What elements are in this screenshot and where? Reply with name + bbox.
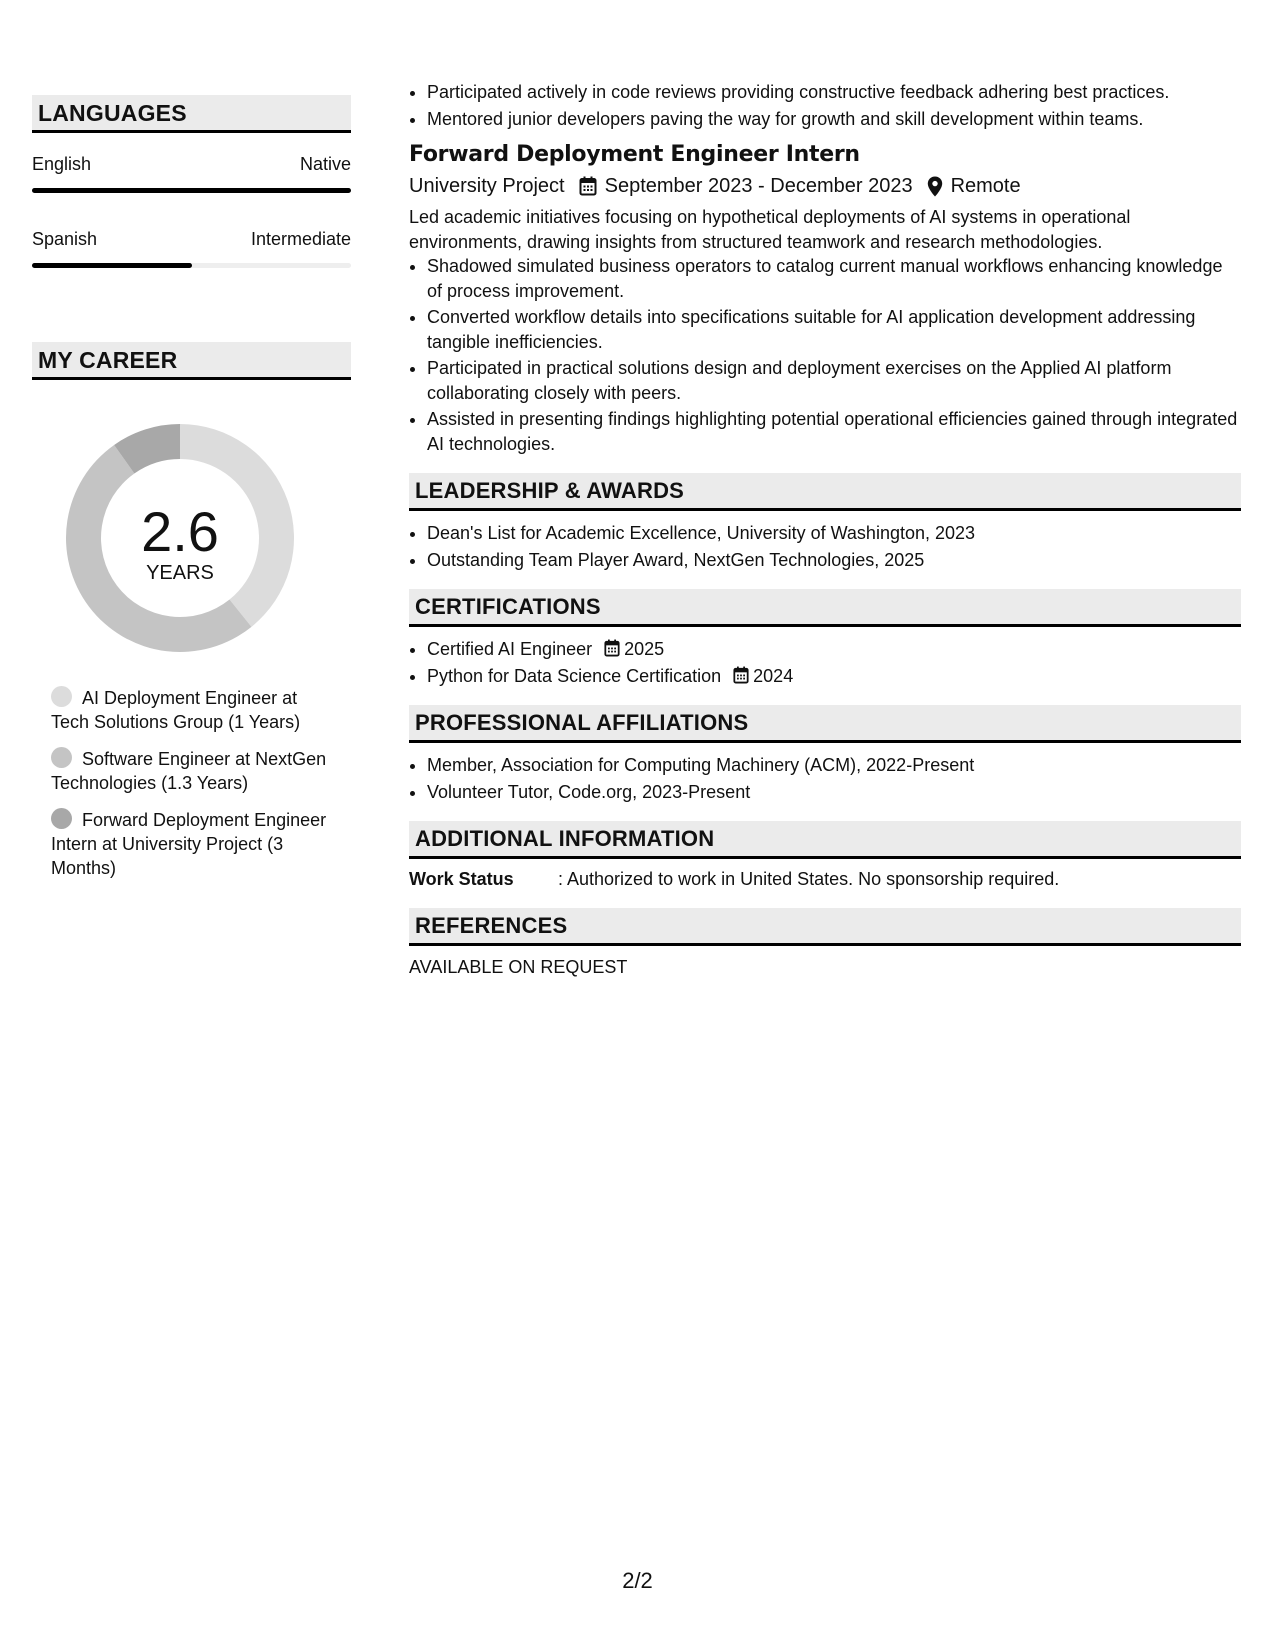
language-level: Native	[299, 154, 351, 174]
list-item: • Outstanding Team Player Award, NextGen Technologies, 2025	[427, 548, 1241, 573]
list-item: • Volunteer Tutor, Code.org, 2023-Present	[427, 780, 1241, 805]
job-dates: September 2023 - December 2023	[604, 175, 913, 197]
work-status-row	[409, 867, 1241, 891]
legend-swatch	[51, 808, 72, 829]
legend-item	[51, 747, 331, 795]
career-total-value: 2.6	[141, 500, 219, 563]
certifications-section	[409, 589, 1241, 688]
career-heading: MY CAREER	[32, 342, 351, 380]
list-item: • Participated in practical solutions design and deployment exercises on the Applied AI platform collaborating closely with peers.	[427, 356, 1241, 405]
job-location: Remote	[950, 175, 1021, 197]
experience-continued-list	[409, 80, 1241, 131]
legend-swatch	[51, 747, 72, 768]
list-item: • Participated actively in code reviews providing constructive feedback adhering best practices.	[427, 80, 1241, 105]
certification-year: 2025	[624, 639, 665, 659]
certification-name: Python for Data Science Certification	[427, 665, 722, 686]
calendar-icon	[733, 666, 749, 684]
leadership-section	[409, 473, 1241, 572]
references-section	[409, 908, 1241, 979]
list-item: • Mentored junior developers paving the way for growth and skill development within teams.	[427, 107, 1241, 132]
legend-swatch	[51, 686, 72, 707]
calendar-icon	[604, 639, 620, 657]
job-bullets	[409, 254, 1241, 456]
language-proficiency-fill	[32, 188, 351, 193]
main-content	[409, 80, 1241, 979]
leadership-list	[409, 521, 1241, 572]
legend-item	[51, 686, 331, 734]
language-level: Intermediate	[250, 229, 351, 249]
language-name: Spanish	[32, 229, 98, 249]
language-proficiency-fill	[32, 263, 192, 268]
career-legend	[51, 686, 331, 880]
certifications-heading: CERTIFICATIONS	[409, 589, 1241, 627]
list-item	[427, 664, 1241, 689]
references-heading: REFERENCES	[409, 908, 1241, 946]
list-item: • Converted workflow details into specifications suitable for AI application development addressing tangible inefficiencies.	[427, 305, 1241, 354]
list-item: • Assisted in presenting findings highlighting potential operational efficiencies gained through integrated AI technologies.	[427, 407, 1241, 456]
page-number: 2/2	[622, 1568, 653, 1593]
languages-heading: LANGUAGES	[32, 95, 351, 133]
legend-label: Software Engineer at NextGen Technologies (1.3 Years)	[51, 749, 327, 793]
language-item-english	[32, 153, 351, 193]
job-company: University Project	[409, 175, 565, 197]
language-proficiency-bar	[32, 188, 351, 193]
list-item: • Dean's List for Academic Excellence, University of Washington, 2023	[427, 521, 1241, 546]
job-meta	[409, 172, 1241, 200]
career-total	[66, 424, 294, 652]
language-name: English	[32, 154, 92, 174]
work-status-label: Work Status	[409, 869, 514, 889]
list-item: • Shadowed simulated business operators to catalog current manual workflows enhancing knowledge of process improvement.	[427, 254, 1241, 303]
sidebar	[32, 95, 351, 893]
certifications-list	[409, 637, 1241, 688]
list-item	[427, 637, 1241, 662]
leadership-heading: LEADERSHIP & AWARDS	[409, 473, 1241, 511]
legend-label: Forward Deployment Engineer Intern at University Project (3 Months)	[51, 810, 327, 878]
language-proficiency-bar	[32, 263, 351, 268]
certification-name: Certified AI Engineer	[427, 639, 593, 659]
language-item-spanish	[32, 228, 351, 268]
list-item: • Member, Association for Computing Machinery (ACM), 2022-Present	[427, 753, 1241, 778]
job-title: Forward Deployment Engineer Intern	[409, 142, 860, 167]
additional-info-section	[409, 821, 1241, 891]
affiliations-list	[409, 753, 1241, 804]
affiliations-section	[409, 705, 1241, 804]
work-status-value: : Authorized to work in United States. No sponsorship required.	[558, 869, 1060, 889]
legend-label: AI Deployment Engineer at Tech Solutions Group (1 Years)	[51, 688, 301, 732]
map-pin-icon	[927, 176, 943, 197]
legend-item	[51, 808, 331, 880]
job-description: Led academic initiatives focusing on hypothetical deployments of AI systems in operational environments, drawing insights from structured teamwork and research methodologies.	[409, 207, 1131, 252]
affiliations-heading: PROFESSIONAL AFFILIATIONS	[409, 705, 1241, 743]
career-donut-chart	[66, 424, 294, 652]
certification-year: 2024	[753, 665, 794, 686]
references-text: AVAILABLE ON REQUEST	[409, 957, 628, 977]
additional-info-heading: ADDITIONAL INFORMATION	[409, 821, 1241, 859]
calendar-icon	[579, 176, 597, 196]
career-total-unit: YEARS	[146, 562, 214, 584]
